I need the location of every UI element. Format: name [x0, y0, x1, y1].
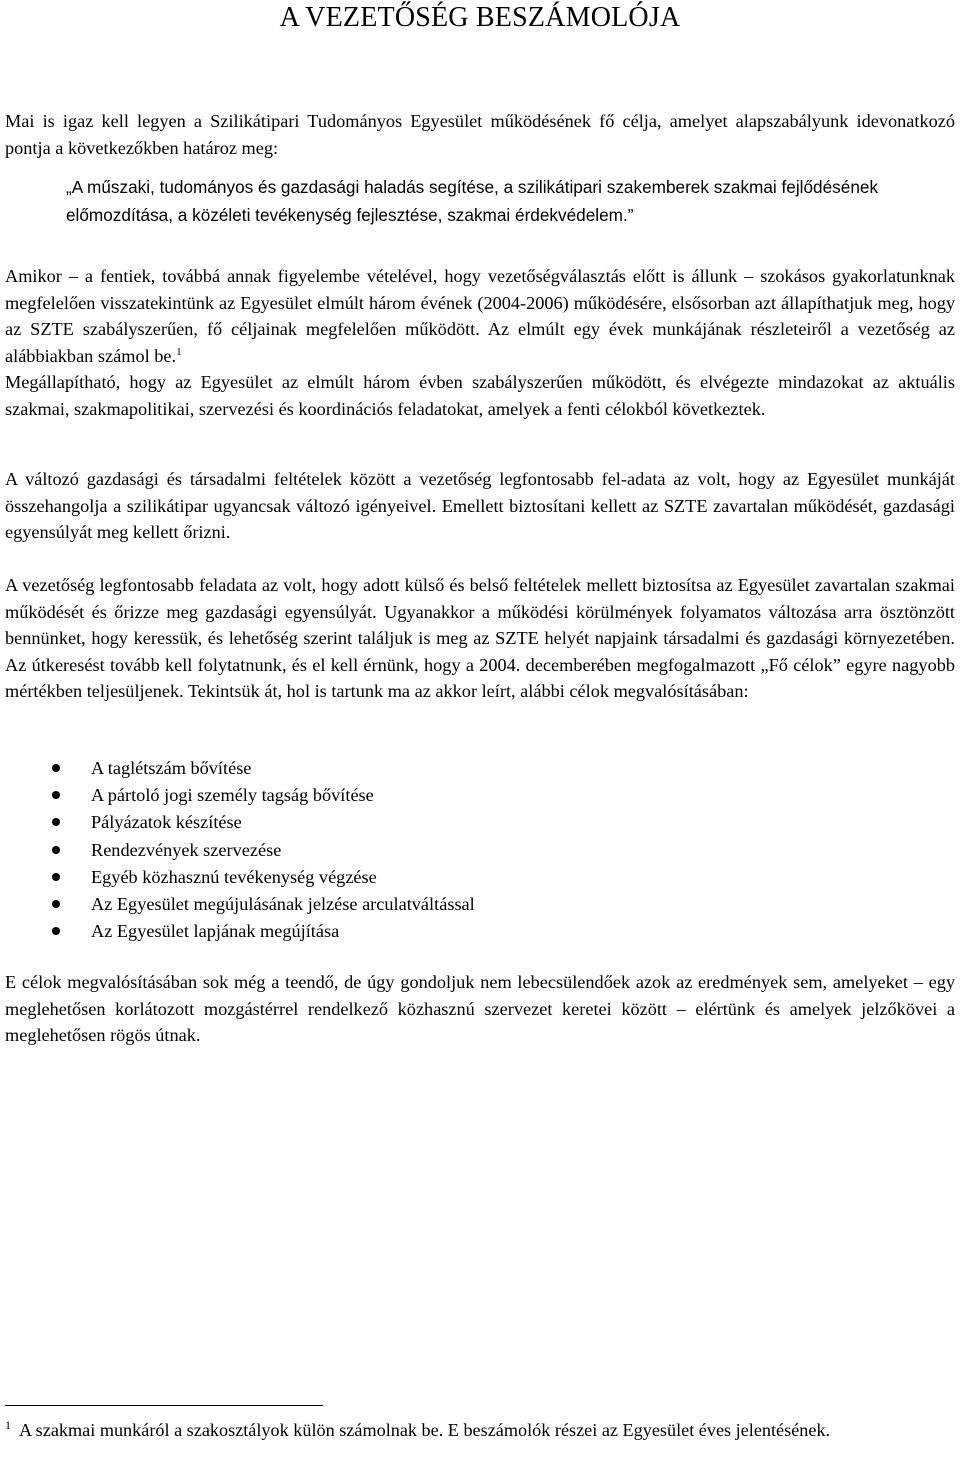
bullet-icon [52, 900, 60, 908]
goal-text: Rendezvények szervezése [91, 839, 282, 860]
footnote-divider [5, 1405, 323, 1406]
goal-text: Egyéb közhasznú tevékenység végzése [91, 866, 377, 887]
bullet-icon [52, 764, 60, 772]
goal-text: Az Egyesület megújulásának jelzése arculatváltással [91, 893, 475, 914]
list-item [0, 891, 700, 918]
retrospective-continuation: Megállapítható, hogy az Egyesület az elmúlt három évben szabályszerűen működött, és elvégezte mindazokat az aktuális szakmai, szakmapolitikai, szervezési és koordinációs feladatokat, amelyek a fenti célokból következtek. [5, 372, 955, 419]
footnote-marker: 1 [5, 1417, 11, 1432]
bullet-icon [52, 818, 60, 826]
list-item [0, 809, 700, 836]
bullet-icon [52, 873, 60, 881]
footnote-text: A szakmai munkáról a szakosztályok külön számolnak be. E beszámolók részei az Egyesület éves jelentésének. [19, 1420, 831, 1440]
bullet-icon [52, 846, 60, 854]
document-title: A VEZETŐSÉG BESZÁMOLÓJA [279, 2, 681, 33]
closing-paragraph: E célok megvalósításában sok még a teendő, de úgy gondoljuk nem lebecsülendőek azok az eredmények sem, amelyeket – egy meglehetősen korlátozott mozgástérrel rendelkező közhasznú szervezet keretei között – elértünk és amelyek jelzőkövei a meglehetősen rögös útnak. [5, 972, 955, 1046]
goal-text: Az Egyesület lapjának megújítása [91, 921, 340, 942]
list-item [0, 837, 700, 864]
goal-text: A pártoló jogi személy tagság bővítése [91, 785, 374, 806]
bullet-icon [52, 927, 60, 935]
bullet-icon [52, 791, 60, 799]
retrospective-text: Amikor – a fentiek, továbbá annak figyelembe vételével, hogy vezetőségválasztás előtt is állunk – szokásos gyakorlatunknak megfelelően visszatekintünk az Egyesület elmúlt három évének (2004-2006) működésére, elsősorban azt állapíthatjuk meg, hogy az SZTE szabályszerűen, fő céljainak megfelelően működött. Az elmúlt egy évek munkájának részleteiről a vezetőség az alábbiakban számol be. [5, 266, 955, 366]
goals-list [0, 755, 700, 945]
list-item [0, 918, 700, 945]
statute-quote: „A műszaki, tudományos és gazdasági haladás segítése, a szilikátipari szakemberek szakmai fejlődésének előmozdítása, a közéleti tevékenység fejlesztése, szakmai érdekvédelem.” [66, 177, 879, 225]
economic-conditions-paragraph: A változó gazdasági és társadalmi feltételek között a vezetőség legfontosabb fel-adata az volt, hogy az Egyesület munkáját összehangolja a szilikátipar ugyancsak változó igényeivel. Emellett biztosítani kellett az SZTE zavartalan működését, gazdasági egyensúlyát meg kellett őrizni. [5, 469, 955, 543]
list-item [0, 755, 700, 782]
retrospective-paragraph [5, 263, 955, 423]
list-item [0, 864, 700, 891]
leadership-task-paragraph: A vezetőség legfontosabb feladata az volt, hogy adott külső és belső feltételek mellett biztosítsa az Egyesület zavartalan szakmai működését és őrizze meg gazdasági egyensúlyát. Ugyanakkor a működési körülmények folyamatos változása arra ösztönzött bennünket, hogy keressük, és lehetőség szerint találjuk is meg az SZTE helyét napjaink társadalmi és gazdasági környezetében. Az útkeresést tovább kell folytatnunk, és el kell érnünk, hogy a 2004. decemberében megfogalmazott „Fő célok” egyre nagyobb mértékben teljesüljenek. Tekintsük át, hol is tartunk ma az akkor leírt, alábbi célok megvalósításában: [5, 575, 955, 702]
footnote [5, 1417, 955, 1443]
goal-text: Pályázatok készítése [91, 812, 242, 833]
footnote-reference[interactable]: 1 [176, 345, 182, 358]
goal-text: A taglétszám bővítése [91, 758, 252, 778]
intro-paragraph: Mai is igaz kell legyen a Szilikátipari Tudományos Egyesület működésének fő célja, amelyet alapszabályunk idevonatkozó pontja a következőkben határoz meg: [5, 111, 955, 158]
list-item [0, 782, 700, 809]
